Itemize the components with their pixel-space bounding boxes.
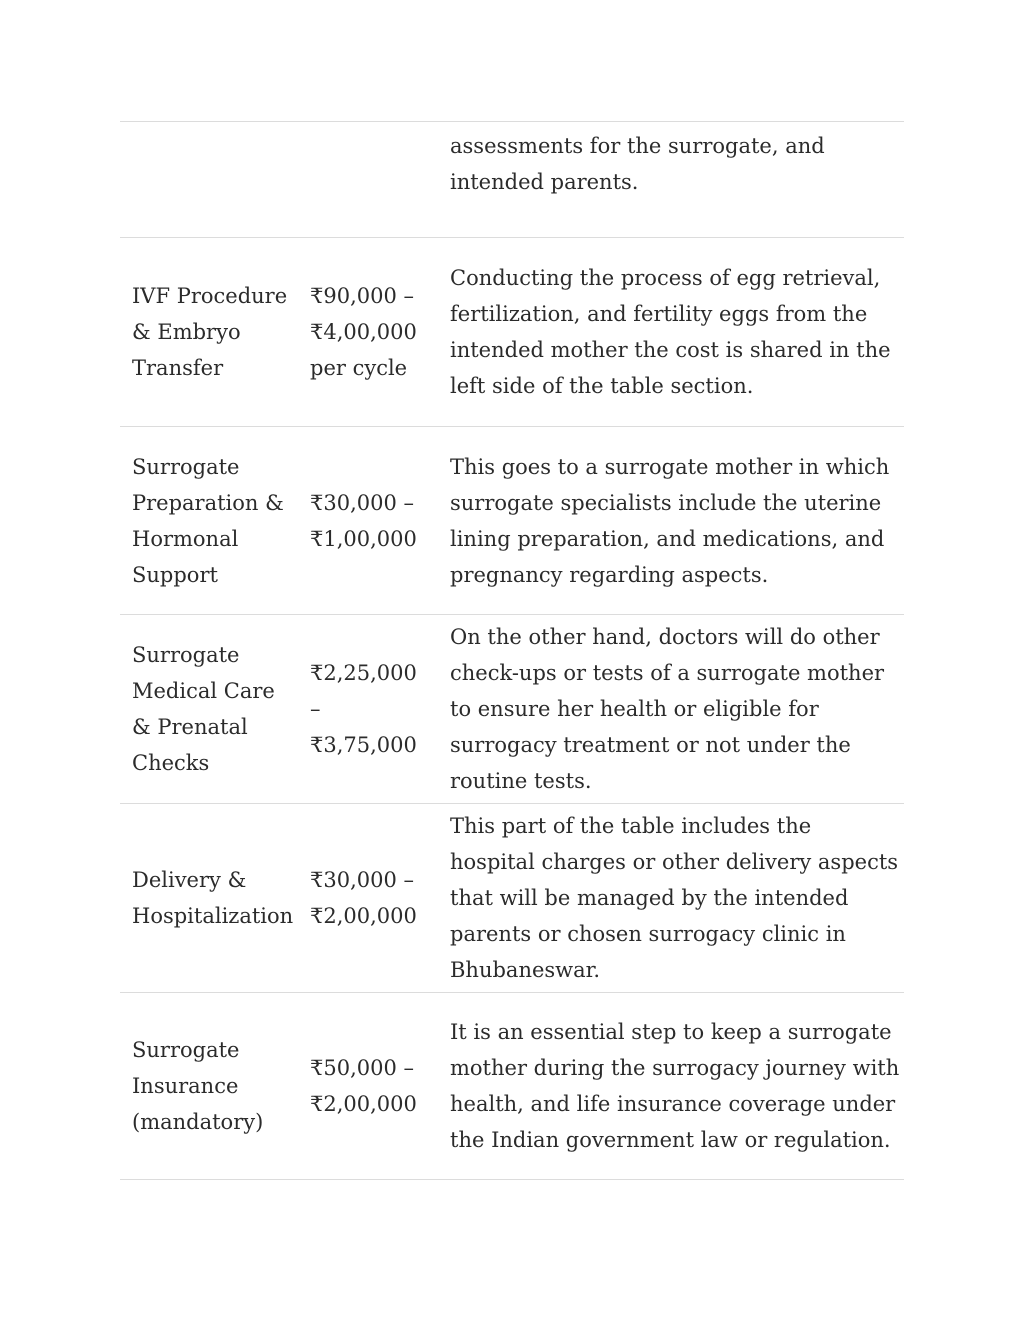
service-cell: Surrogate Preparation & Hormonal Support <box>132 454 284 587</box>
description-cell: This part of the table includes the hospital charges or other delivery aspects that will be managed by the intended parents or chosen surrogacy clinic in Bhubaneswar. <box>450 814 899 982</box>
table-row <box>120 993 904 1180</box>
table-row <box>120 122 904 238</box>
description-cell: This goes to a surrogate mother in which surrogate specialists include the uterine lining preparation, and medications, and pregnancy regarding aspects. <box>450 454 890 587</box>
cost-cell <box>310 122 430 237</box>
cost-cell: ₹50,000 – ₹2,00,000 <box>310 1056 417 1116</box>
cost-cell: ₹2,25,000 – ₹3,75,000 <box>310 661 417 757</box>
table-row <box>120 615 904 804</box>
service-cell: Delivery & Hospitalization <box>132 868 294 928</box>
service-cell <box>132 122 298 237</box>
table-row <box>120 804 904 993</box>
description-cell: On the other hand, doctors will do other check-ups or tests of a surrogate mother to ensure her health or eligible for surrogacy treatment or not under the routine tests. <box>450 625 885 793</box>
surrogacy-cost-table <box>120 121 904 1180</box>
description-cell: Conducting the process of egg retrieval, fertilization, and fertility eggs from the intended mother the cost is shared in the left side of the table section. <box>450 266 891 398</box>
cost-cell: ₹30,000 – ₹1,00,000 <box>310 490 417 551</box>
table-row <box>120 427 904 615</box>
cost-cell: ₹30,000 – ₹2,00,000 <box>310 868 417 928</box>
service-cell: Surrogate Insurance (mandatory) <box>132 1038 264 1134</box>
description-cell: It is an essential step to keep a surrogate mother during the surrogacy journey with health, and life insurance coverage under the Indian government law or regulation. <box>450 1020 900 1152</box>
table-row <box>120 238 904 427</box>
service-cell: IVF Procedure & Embryo Transfer <box>132 284 288 380</box>
description-cell: assessments for the surrogate, and intended parents. <box>450 134 825 194</box>
service-cell: Surrogate Medical Care & Prenatal Checks <box>132 643 275 775</box>
cost-cell: ₹90,000 – ₹4,00,000 per cycle <box>310 284 417 380</box>
